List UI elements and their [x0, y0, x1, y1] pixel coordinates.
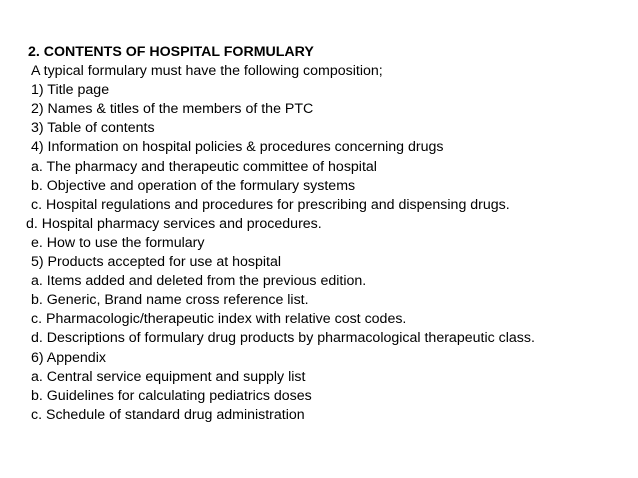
sub-item-therapeutic-index: c. Pharmacologic/therapeutic index with relative cost codes. [31, 311, 407, 328]
sub-item-objective: b. Objective and operation of the formulary systems [31, 177, 356, 194]
sub-item-regulations: c. Hospital regulations and procedures for prescribing and dispensing drugs. [31, 196, 510, 213]
sub-item-cross-reference: b. Generic, Brand name cross reference list. [31, 292, 309, 309]
sub-item-drug-administration: c. Schedule of standard drug administration [31, 406, 305, 423]
sub-item-pharmacy-services: d. Hospital pharmacy services and procedures. [26, 215, 322, 232]
sub-item-central-service: a. Central service equipment and supply list [31, 368, 306, 385]
slide-content [28, 43, 628, 425]
sub-item-pediatrics-doses: b. Guidelines for calculating pediatrics doses [31, 387, 312, 404]
intro-line: A typical formulary must have the following composition; [31, 63, 383, 80]
list-item-products-accepted: 5) Products accepted for use at hospital [31, 254, 281, 271]
list-item-hospital-policies: 4) Information on hospital policies & procedures concerning drugs [31, 139, 444, 156]
sub-item-drug-descriptions: d. Descriptions of formulary drug products by pharmacological therapeutic class. [31, 330, 535, 347]
list-item-title-page: 1) Title page [31, 82, 110, 99]
list-item-appendix: 6) Appendix [31, 349, 106, 366]
sub-item-ptc: a. The pharmacy and therapeutic committee of hospital [31, 158, 377, 175]
list-item-table-of-contents: 3) Table of contents [31, 120, 155, 137]
list-item-ptc-members: 2) Names & titles of the members of the PTC [31, 101, 314, 118]
sub-item-items-added: a. Items added and deleted from the previous edition. [31, 273, 367, 290]
sub-item-how-to-use: e. How to use the formulary [31, 234, 205, 251]
slide-title: 2. CONTENTS OF HOSPITAL FORMULARY [28, 44, 314, 60]
